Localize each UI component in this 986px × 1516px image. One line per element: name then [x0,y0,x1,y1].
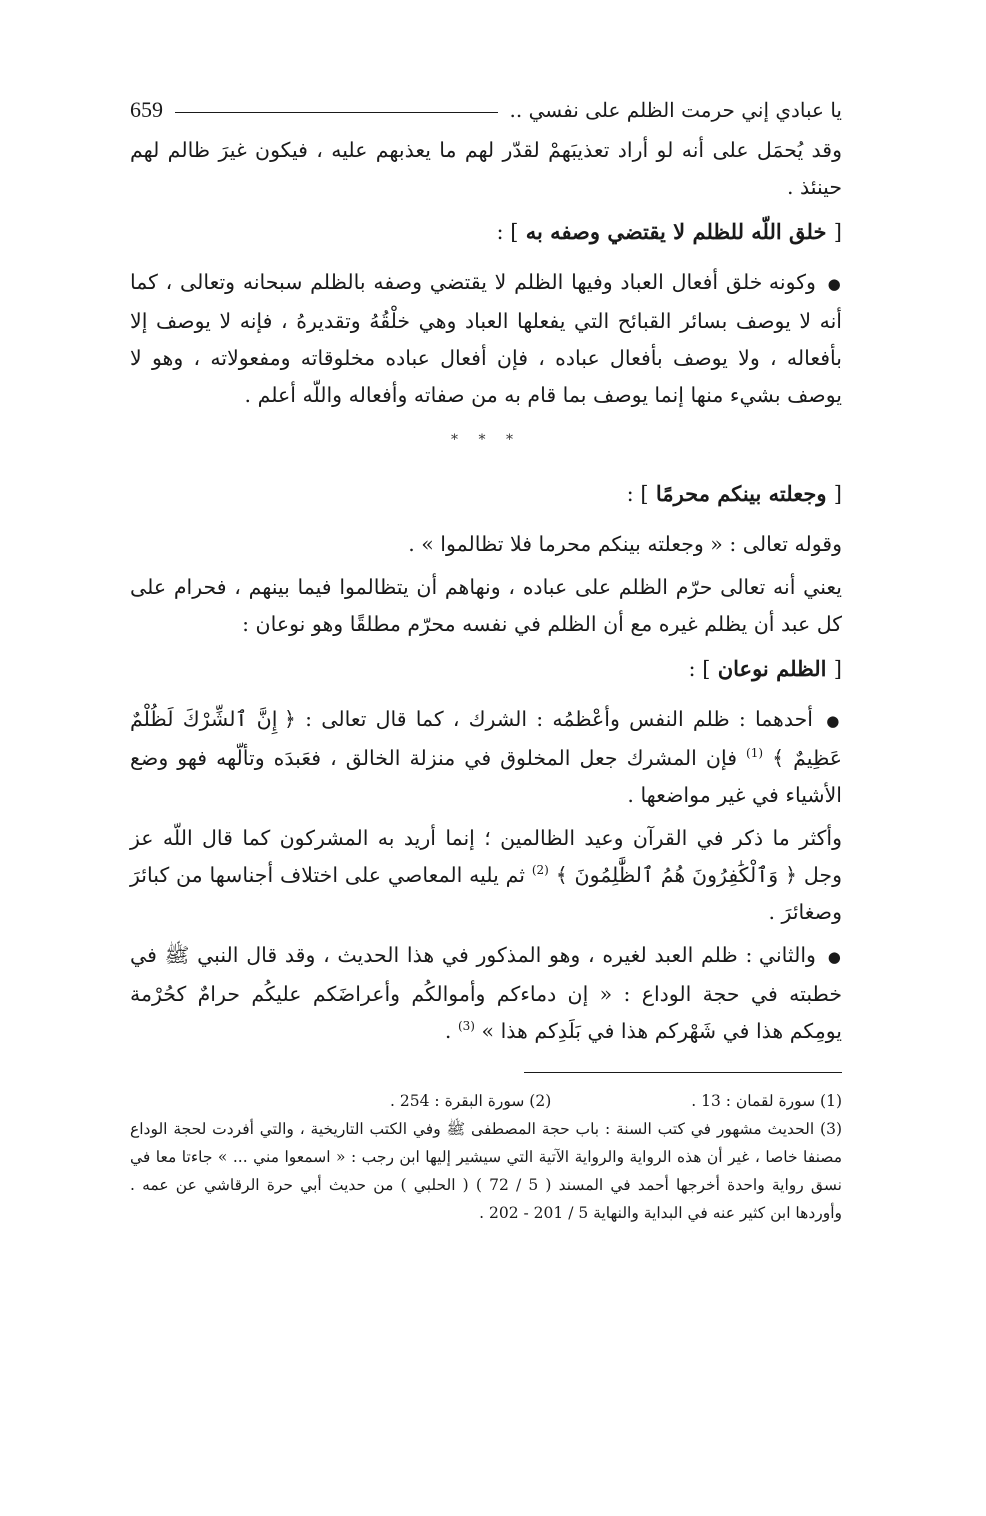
footnote-2: (2) سورة البقرة : 254 . [390,1092,552,1110]
running-head-rule [175,112,498,113]
paragraph-6 [130,820,842,931]
quran-verse: ﴿ إِنَّ ٱلشِّرْكَ لَظُلْمٌ عَظِيمٌ ﴾ [130,707,842,770]
heading-bracket-open: [ [833,482,842,506]
heading-text: الظلم نوعان [717,656,827,681]
paragraph-7-text-a: والثاني : ظلم العبد لغيره ، وهو المذكور في هذا الحديث ، وقد قال النبي ﷺ في خطبته في حجة الوداع : « إن دماءكم وأموالكُم وأعراضَكم عليكُم حرامٌ كحُرْمة يومِكم هذا في شَهْركم هذا في بَلَدِكم هذا » [130,943,842,1043]
heading-text: وجعلته بينكم محرمًا [655,481,827,506]
paragraph-6-text-a: وأكثر ما ذكر في القرآن وعيد الظالمين ؛ إنما أريد به المشركون كما قال اللّه عز وجل [130,826,842,887]
paragraph-3: وقوله تعالى : « وجعلته بينكم محرما فلا تظالموا » . [408,532,842,556]
footnote-rule [524,1072,842,1073]
paragraph-7 [130,937,842,1050]
paragraph-2-text: وكونه خلق أفعال العباد وفيها الظلم لا يقتضي وصفه بالظلم سبحانه وتعالى ، كما أنه لا يوصف بسائر القبائح التي يفعلها العباد وهي خلْقُهُ وتقديرهُ ، فإنه لا يوصف إلا بأفعاله ، ولا يوصف بأفعال عباده ، فإن أفعال عباده مخلوقاته ومفعولاته ، وهو لا يوصف بشيء منها إنما يوصف بما قام به من صفاته وأفعاله واللّه أعلم . [130,270,842,407]
running-head-title: يا عبادي إني حرمت الظلم على نفسي .. [509,98,842,122]
footnotes [130,1087,842,1227]
book-page [130,88,842,1227]
bullet-icon: ● [827,948,842,966]
footnote-row [130,1087,842,1115]
section-heading-2 [130,474,842,514]
footnote-ref-3[interactable]: (3) [457,1019,475,1034]
section-heading-3 [130,649,842,689]
heading-bracket-close: ] : [688,657,711,681]
footnote-ref-2[interactable]: (2) [531,863,549,878]
page-number: 659 [130,97,163,122]
quran-verse: ﴿ وَٱلْكَٰفِرُونَ هُمُ ٱلظَّٰلِمُونَ ﴾ [555,863,798,887]
paragraph-7-text-b: . [444,1019,452,1043]
paragraph-1: وقد يُحمَل على أنه لو أراد تعذيبَهمْ لقدّر لهم ما يعذبهم عليه ، فيكون غيرَ ظالم لهم حينئذ . [130,138,842,199]
footnote-1: (1) سورة لقمان : 13 . [691,1092,842,1110]
paragraph-4: يعني أنه تعالى حرّم الظلم على عباده ، ونهاهم أن يتظالموا فيما بينهم ، فحرام على كل عبد أن يظلم غيره مع أن الظلم في نفسه محرّم مطلقًا وهو نوعان : [130,575,842,636]
paragraph-5-text-a: أحدهما : ظلم النفس وأعْظمُه : الشرك ، كما قال تعالى : [305,707,813,731]
footnote-3: (3) الحديث مشهور في كتب السنة : باب حجة المصطفى ﷺ وفي الكتب التاريخية ، والتي أفردت لحجة الوداع مصنفا خاصا ، غير أن هذه الرواية والرواية الآتية التي سيشير إليها ابن رجب : « اسمعوا مني ... » جاءتا معا في نسق رواية واحدة أخرجها أحمد في المسند ( 5 / 72 ) ( الحلبي ) من حديث أبي حرة الرقاشي عن عمه . وأوردها ابن كثير عنه في البداية والنهاية 5 / 201 - 202 . [130,1120,842,1222]
section-heading-1 [130,212,842,252]
paragraph-5 [130,701,842,814]
heading-bracket-open: [ [833,220,842,244]
running-head [130,88,842,132]
bullet-icon: ● [827,275,842,293]
heading-text: خلق اللّه للظلم لا يقتضي وصفه به [525,219,827,244]
paragraph-5-text-b: فإن المشرك جعل المخلوق في منزلة الخالق ، فعَبدَه وتألّهه فهو وضع الأشياء في غير مواضعها . [130,746,842,807]
paragraph-2 [130,264,842,414]
heading-bracket-close: ] : [626,482,649,506]
heading-bracket-open: [ [833,657,842,681]
paragraph-6-text-b: ثم يليه المعاصي على اختلاف أجناسها من كبائرَ وصغائرَ . [130,863,842,924]
bullet-icon: ● [826,712,842,730]
section-separator: * * * [451,432,521,448]
heading-bracket-close: ] : [496,220,519,244]
footnote-ref-1[interactable]: (1) [746,746,764,761]
